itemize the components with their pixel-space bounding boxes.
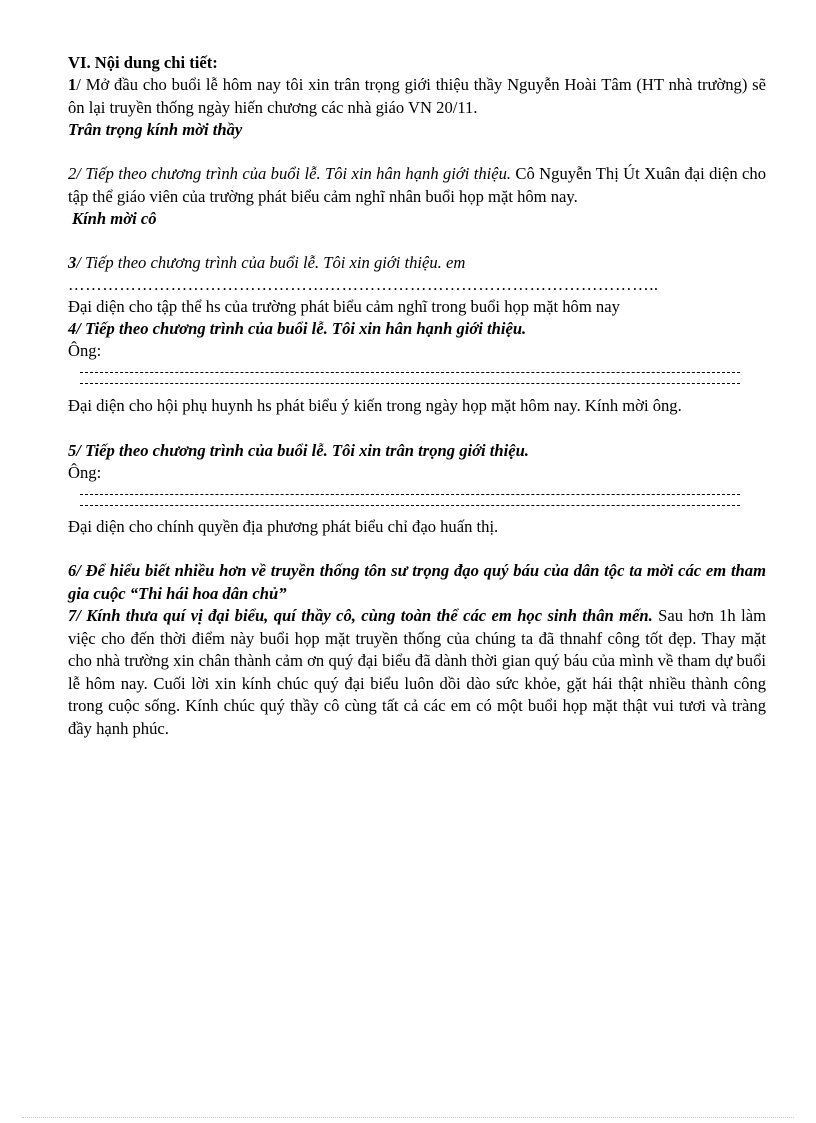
item-7-text: Sau hơn 1h làm việc cho đến thời điểm này buổi họp mặt truyền thống của chúng ta đã thnahf công tốt đẹp. Thay mặt cho nhà trường xin chân thành cảm ơn quý đại biểu đã dành thời gian quý báu của mình về tham dự buổi lễ hôm nay. Cuối lời xin kính chúc quý đại biểu luôn dồi dào sức khỏe, gặt hái thật nhiều thành công trong cuộc sống. Kính chúc quý thầy cô cùng tất cả các em có một buổi họp mặt thật vui tươi và tràng đầy hạnh phúc. (68, 606, 766, 738)
item-5-intro: 5/ Tiếp theo chương trình của buổi lễ. Tôi xin trân trọng giới thiệu. (68, 441, 529, 460)
item-4-blank-line-1 (80, 372, 740, 373)
page-bottom-border (22, 1117, 794, 1118)
item-3-text: Đại diện cho tập thể hs của trường phát biểu cảm nghĩ trong buổi họp mặt hôm nay (68, 297, 620, 316)
item-7-lead: 7/ Kính thưa quí vị đại biểu, quí thầy cô, cùng toàn thể các em học sinh thân mến. (68, 606, 653, 625)
item-2-text: Cô Nguyễn Thị Út Xuân đại diện cho tập thể giáo viên của trường phát biểu cảm nghĩ nhân buổi họp mặt hôm nay. (68, 164, 766, 206)
item-4-text: Đại diện cho hội phụ huynh hs phát biểu ý kiến trong ngày họp mặt hôm nay. Kính mời ông. (68, 396, 682, 415)
item-1-invite: Trân trọng kính mời thầy (68, 120, 243, 139)
item-3-blank-line: ………………………………………………………………………………………….. (68, 275, 659, 294)
item-5-blank-line-2 (80, 505, 740, 506)
item-5-text: Đại diện cho chính quyền địa phương phát biểu chỉ đạo huấn thị. (68, 517, 499, 536)
section-title: VI. Nội dung chi tiết: (68, 53, 218, 72)
item-4-intro: 4/ Tiếp theo chương trình của buổi lễ. Tôi xin hân hạnh giới thiệu. (68, 319, 527, 338)
item-6-text: 6/ Để hiểu biết nhiều hơn về truyền thống tôn sư trọng đạo quý báu của dân tộc ta mời các em tham gia cuộc “Thi hái hoa dân chủ” (68, 561, 766, 603)
item-2-intro: 2/ Tiếp theo chương trình của buổi lễ. Tôi xin hân hạnh giới thiệu. (68, 164, 512, 183)
item-1-number: 1 (68, 75, 77, 94)
item-4-blank-line-2 (80, 383, 740, 384)
item-3-intro: / Tiếp theo chương trình của buổi lễ. Tôi xin giới thiệu. em (76, 253, 466, 272)
item-3-intro-line (68, 252, 766, 274)
item-7-paragraph (68, 605, 766, 740)
item-1-paragraph (68, 74, 766, 119)
item-4-label: Ông: (68, 341, 102, 360)
item-5-blank-line-1 (80, 494, 740, 495)
item-2-invite: Kính mời cô (72, 209, 157, 228)
item-5-label: Ông: (68, 463, 102, 482)
item-3-number: 3 (68, 253, 77, 272)
document-page (68, 52, 766, 740)
item-2-paragraph (68, 163, 766, 208)
item-1-text: / Mở đầu cho buổi lễ hôm nay tôi xin trân trọng giới thiệu thầy Nguyễn Hoài Tâm (HT nhà trường) sẽ ôn lại truyền thống ngày hiến chương các nhà giáo VN 20/11. (68, 75, 766, 117)
